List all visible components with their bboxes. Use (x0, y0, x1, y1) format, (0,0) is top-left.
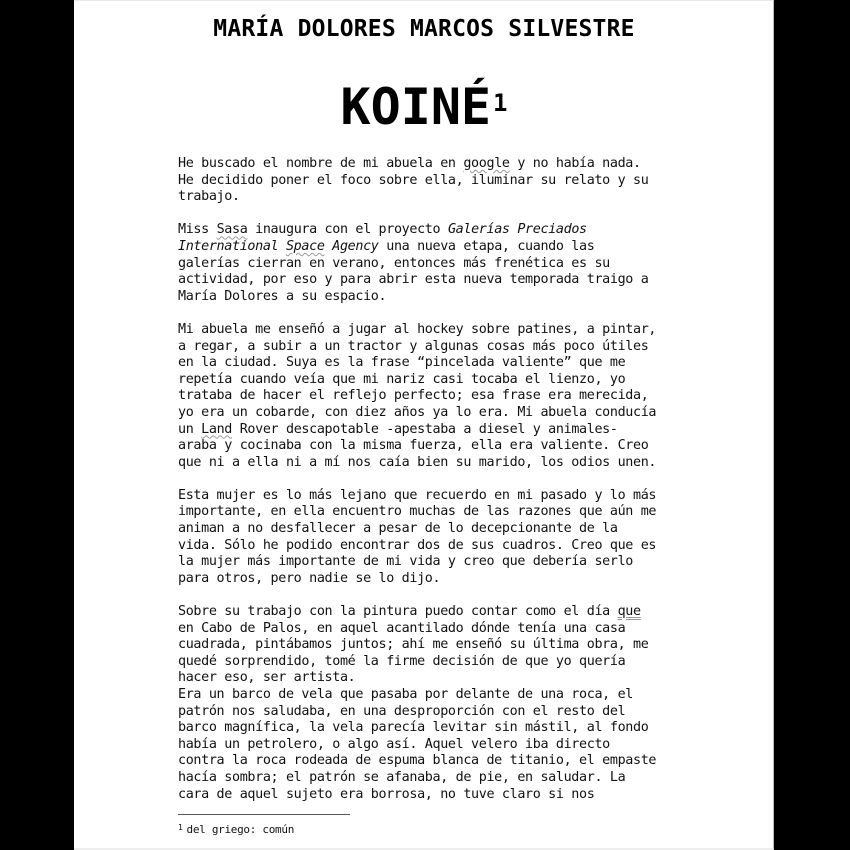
footnote-separator (178, 814, 350, 815)
text-line: International Space Agency una nueva etapa, cuando las (178, 238, 595, 254)
text-line: Miss Sasa inaugura con el proyecto Galerías Preciados (178, 222, 587, 238)
footnote-text: del griego: común (186, 823, 295, 836)
text-line: Sobre su trabajo con la pintura puedo contar como el día que (178, 604, 641, 620)
text-line: repetía cuando veía que mi nariz casi tocaba el lienzo, yo (178, 371, 626, 387)
document-page (74, 0, 774, 850)
title-footnote-mark[interactable]: 1 (493, 89, 508, 117)
text-line: galerías cierran en verano, entonces más frenética es su (178, 255, 610, 271)
text-line: en la ciudad. Suya es la frase “pincelada valiente” que me (178, 355, 626, 371)
spellcheck-flagged-word[interactable]: google (463, 156, 510, 171)
text-line: quedé sorprendido, tomé la firme decisión de que yo quería (178, 653, 626, 669)
italic-text: Agency (324, 238, 379, 254)
grammar-flagged-word[interactable]: que (617, 604, 641, 620)
text-line: había un petrolero, o algo así. Aquel velero iba directo (178, 736, 610, 752)
spellcheck-flagged-word[interactable]: Land (201, 421, 232, 437)
text-line: He buscado el nombre de mi abuela en google y no había nada. (178, 156, 641, 171)
paragraph (178, 488, 678, 588)
text-line: un Land Rover descapotable -apestaba a diesel y animales- (178, 421, 618, 437)
footnote (178, 823, 294, 836)
text-line: hacer eso, ser artista. (178, 670, 356, 686)
document-title (74, 77, 774, 137)
text-line: cara de aquel sujeto era borrosa, no tuve claro si nos (178, 786, 595, 802)
spellcheck-flagged-word[interactable]: Sasa (216, 222, 248, 238)
text-line: Mi abuela me enseñó a jugar al hockey sobre patines, a pintar, (178, 321, 657, 337)
text-line: hacía sombra; el patrón se afanaba, de pie, en saludar. La (178, 769, 626, 785)
text-line: yo era un cobarde, con diez años ya lo era. Mi abuela conducía (178, 404, 657, 420)
paragraph (178, 222, 678, 305)
text-line: animan a no desfallecer a pesar de lo decepcionante de la (178, 521, 618, 537)
text-line: María Dolores a su espacio. (178, 288, 387, 304)
document-body (178, 156, 678, 803)
text-line: a regar, a subir a un tractor y algunas cosas más poco útiles (178, 338, 649, 354)
text-line: patrón nos saludaba, en una desproporción con el resto del (178, 703, 626, 719)
text-line: actividad, por eso y para abrir esta nueva temporada traigo a (178, 272, 649, 288)
italic-text: Galerías Preciados (447, 222, 587, 238)
text-line: araba y cocinaba con la misma fuerza, ella era valiente. Creo (178, 438, 649, 454)
text-line: trabajo. (178, 189, 240, 205)
text-line: importante, en ella encuentro muchas de las razones que aún me (178, 504, 657, 520)
text-line: barco magnífica, la vela parecía levitar sin mástil, al fondo (178, 720, 649, 736)
text-line: Esta mujer es lo más lejano que recuerdo en mi pasado y lo más (178, 487, 657, 503)
text-line: que ni a ella ni a mí nos caía bien su marido, los odios unen. (178, 454, 657, 470)
paragraph (178, 604, 678, 803)
text-line: para otros, pero nadie se lo dijo. (178, 570, 441, 586)
author-name: MARÍA DOLORES MARCOS SILVESTRE (213, 16, 635, 42)
text-line: contra la roca rodeada de espuma blanca de titanio, el empaste (178, 753, 657, 769)
text-line: cuadrada, pintábamos juntos; ahí me enseñó su última obra, me (178, 637, 649, 653)
footnote-mark: 1 (178, 823, 183, 832)
spellcheck-flagged-word[interactable]: Space (285, 238, 325, 254)
text-line: Era un barco de vela que pasaba por delante de una roca, el (178, 687, 633, 702)
paragraph (178, 156, 678, 206)
text-line: trataba de hacer el reflejo perfecto; esa frase era merecida, (178, 388, 649, 404)
italic-text: International (178, 238, 286, 254)
title-text: KOINÉ (340, 78, 492, 136)
paragraph (178, 322, 678, 471)
text-line: vida. Sólo he podido encontrar dos de sus cuadros. Creo que es (178, 537, 657, 553)
text-line: en Cabo de Palos, en aquel acantilado dónde tenía una casa (178, 620, 626, 636)
text-line: la mujer más importante de mi vida y creo que debería serlo (178, 554, 633, 570)
text-line: He decidido poner el foco sobre ella, iluminar su relato y su (178, 172, 649, 188)
